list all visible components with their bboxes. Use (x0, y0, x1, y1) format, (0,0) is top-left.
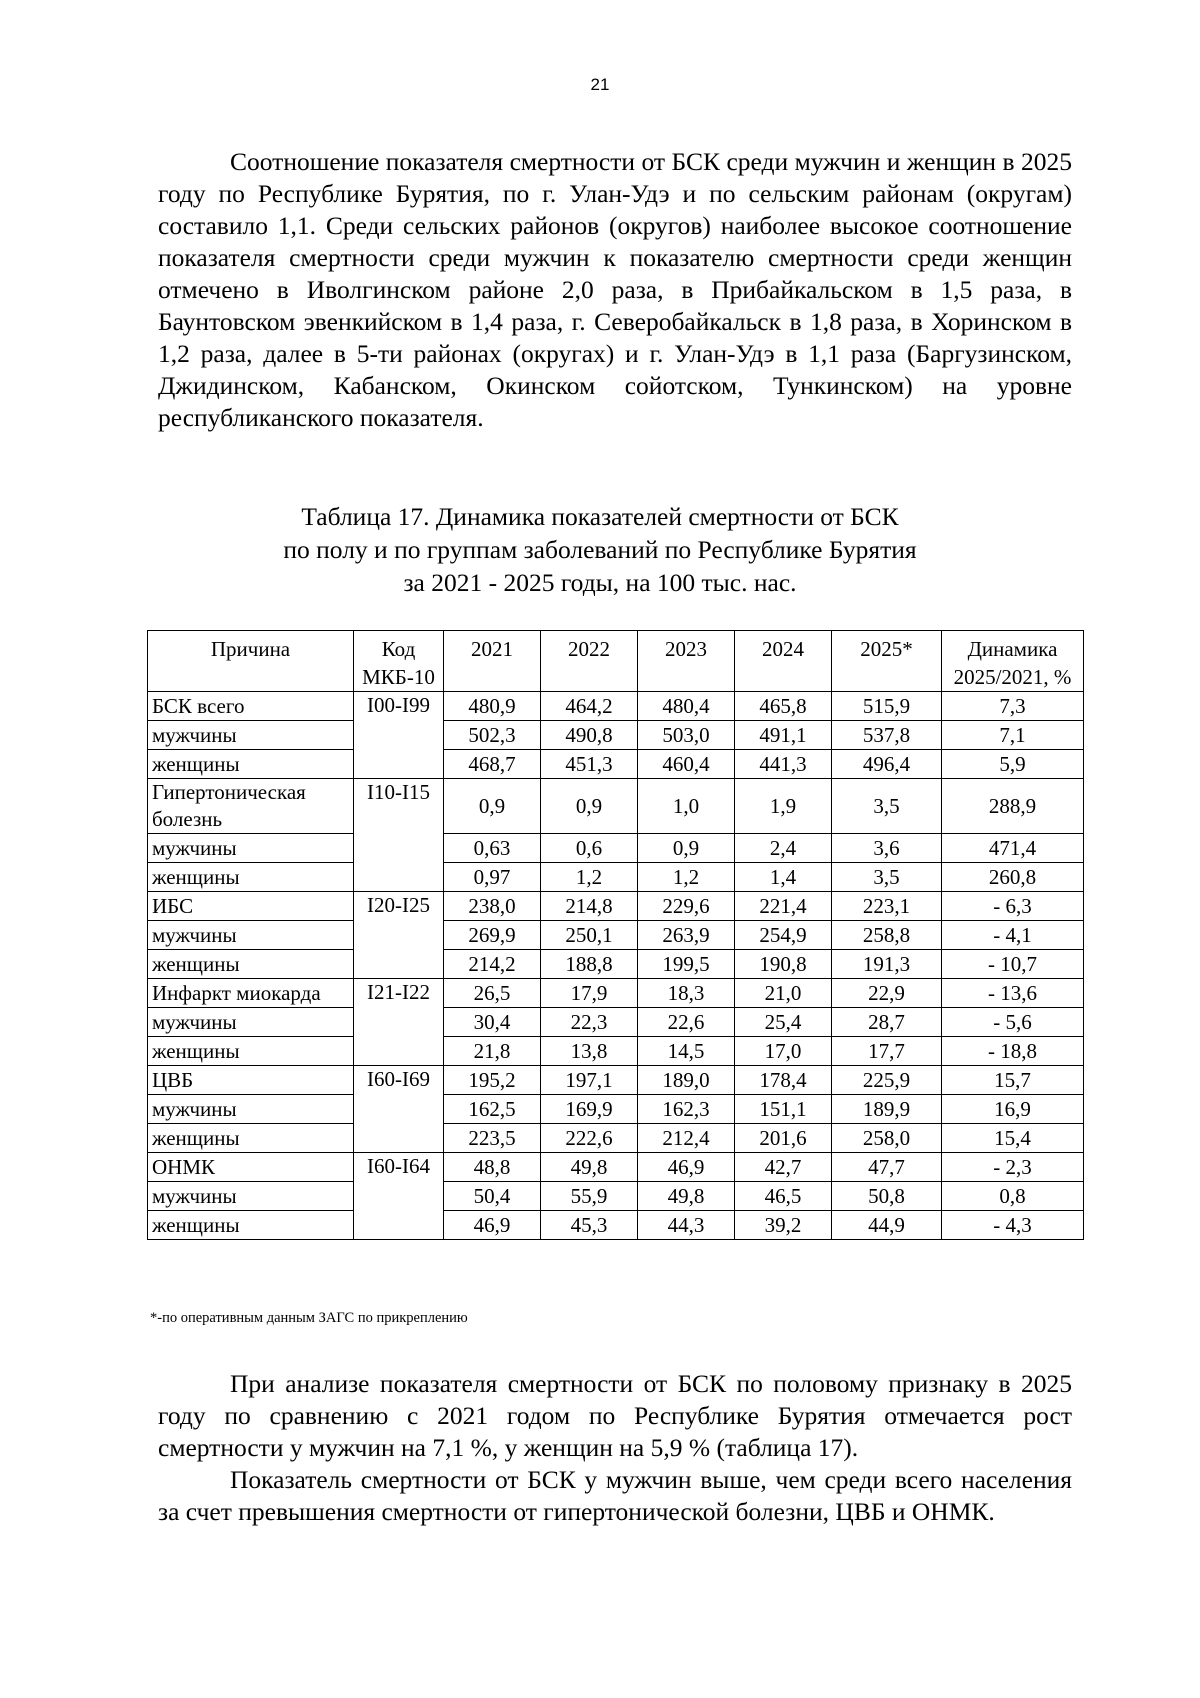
value-2025: 50,8 (832, 1182, 942, 1211)
value-2022: 464,2 (541, 692, 638, 721)
value-dynamics: - 2,3 (942, 1153, 1084, 1182)
value-2023: 18,3 (638, 979, 735, 1008)
icd-code-cell: I20-I25 (354, 892, 444, 979)
value-dynamics: - 18,8 (942, 1037, 1084, 1066)
value-2022: 55,9 (541, 1182, 638, 1211)
value-dynamics: - 10,7 (942, 950, 1084, 979)
table-row (148, 921, 1084, 950)
value-dynamics: 15,4 (942, 1124, 1084, 1153)
paragraph-male-mortality: Показатель смертности от БСК у мужчин выше, чем среди всего населения за счет превышения смертности от гипертонической болезни, ЦВБ и ОНМК. (158, 1465, 1072, 1526)
value-2023: 229,6 (638, 892, 735, 921)
value-2025: 191,3 (832, 950, 942, 979)
table-row (148, 1095, 1084, 1124)
cause-cell: мужчины (148, 921, 354, 950)
value-2024: 190,8 (735, 950, 832, 979)
icd-code-cell: I60-I69 (354, 1066, 444, 1153)
value-dynamics: 0,8 (942, 1182, 1084, 1211)
cause-cell: мужчины (148, 834, 354, 863)
cause-cell: ОНМК (148, 1153, 354, 1182)
value-2021: 502,3 (444, 721, 541, 750)
value-2022: 169,9 (541, 1095, 638, 1124)
value-dynamics: 288,9 (942, 779, 1084, 834)
value-2023: 480,4 (638, 692, 735, 721)
table-caption (150, 500, 1050, 599)
cause-cell: мужчины (148, 1095, 354, 1124)
value-2021: 269,9 (444, 921, 541, 950)
table-row (148, 1182, 1084, 1211)
page-number: 21 (590, 75, 610, 94)
value-2023: 22,6 (638, 1008, 735, 1037)
value-2021: 50,4 (444, 1182, 541, 1211)
paragraph-ratio-description: Соотношение показателя смертности от БСК среди мужчин и женщин в 2025 году по Республике Бурятия, по г. Улан-Удэ и по сельским районам (округам) составило 1,1. Среди сельских районов (округов) наиболее высокое соотношение показателя смертности среди мужчин к показателю смертности среди женщин отмечено в Иволгинском районе 2,0 раза, в Прибайкальском в 1,5 раза, в Баунтовском эвенкийском в 1,4 раза, г. Северобайкальск в 1,8 раза, в Хоринском в 1,2 раза, далее в 5-ти районах (округах) и г. Улан-Удэ в 1,1 раза (Баргузинском, Джидинском, Кабанском, Окинском сойотском, Тункинском) на уровне республиканского показателя. (158, 147, 1072, 432)
icd-code-cell: I21-I22 (354, 979, 444, 1066)
value-2024: 1,4 (735, 863, 832, 892)
table-row (148, 892, 1084, 921)
value-2023: 503,0 (638, 721, 735, 750)
cause-cell: женщины (148, 750, 354, 779)
value-2021: 214,2 (444, 950, 541, 979)
value-dynamics: 7,1 (942, 721, 1084, 750)
value-2022: 17,9 (541, 979, 638, 1008)
icd-code-cell: I60-I64 (354, 1153, 444, 1240)
table-body (148, 692, 1084, 1240)
icd-code-cell: I00-I99 (354, 692, 444, 779)
table-row (148, 721, 1084, 750)
value-2023: 460,4 (638, 750, 735, 779)
header-dynamics: Динамика 2025/2021, % (942, 631, 1084, 692)
value-2024: 441,3 (735, 750, 832, 779)
value-2023: 212,4 (638, 1124, 735, 1153)
value-2021: 162,5 (444, 1095, 541, 1124)
value-2024: 42,7 (735, 1153, 832, 1182)
header-cause: Причина (148, 631, 354, 692)
value-2021: 48,8 (444, 1153, 541, 1182)
value-2025: 47,7 (832, 1153, 942, 1182)
cause-cell: женщины (148, 1037, 354, 1066)
table-row (148, 750, 1084, 779)
value-dynamics: 16,9 (942, 1095, 1084, 1124)
value-2022: 222,6 (541, 1124, 638, 1153)
value-2021: 223,5 (444, 1124, 541, 1153)
table-row (148, 979, 1084, 1008)
value-2023: 189,0 (638, 1066, 735, 1095)
table-row (148, 834, 1084, 863)
cause-cell: БСК всего (148, 692, 354, 721)
value-2023: 46,9 (638, 1153, 735, 1182)
value-2025: 258,0 (832, 1124, 942, 1153)
value-2024: 25,4 (735, 1008, 832, 1037)
value-2021: 26,5 (444, 979, 541, 1008)
table-caption-line1: Таблица 17. Динамика показателей смертности от БСК (301, 502, 899, 531)
value-2021: 0,63 (444, 834, 541, 863)
value-2022: 0,6 (541, 834, 638, 863)
value-2022: 250,1 (541, 921, 638, 950)
value-2025: 44,9 (832, 1211, 942, 1240)
table-caption-line3: за 2021 - 2025 годы, на 100 тыс. нас. (403, 568, 797, 597)
value-2024: 151,1 (735, 1095, 832, 1124)
value-2021: 30,4 (444, 1008, 541, 1037)
value-2022: 13,8 (541, 1037, 638, 1066)
cause-cell: женщины (148, 1211, 354, 1240)
value-2021: 195,2 (444, 1066, 541, 1095)
value-2023: 14,5 (638, 1037, 735, 1066)
table-caption-line2: по полу и по группам заболеваний по Республике Бурятия (283, 535, 917, 564)
value-2025: 496,4 (832, 750, 942, 779)
value-2025: 225,9 (832, 1066, 942, 1095)
value-2024: 2,4 (735, 834, 832, 863)
value-2023: 162,3 (638, 1095, 735, 1124)
table-row (148, 1124, 1084, 1153)
value-2024: 39,2 (735, 1211, 832, 1240)
header-icd-code: Код МКБ-10 (354, 631, 444, 692)
value-2025: 189,9 (832, 1095, 942, 1124)
table-row (148, 692, 1084, 721)
value-2024: 46,5 (735, 1182, 832, 1211)
value-2022: 451,3 (541, 750, 638, 779)
header-2021: 2021 (444, 631, 541, 692)
header-2024: 2024 (735, 631, 832, 692)
value-dynamics: 260,8 (942, 863, 1084, 892)
value-2025: 3,5 (832, 863, 942, 892)
table-header-row (148, 631, 1084, 692)
value-2025: 537,8 (832, 721, 942, 750)
value-dynamics: - 6,3 (942, 892, 1084, 921)
table-footnote: *-по оперативным данным ЗАГС по прикреплению (150, 1310, 468, 1326)
value-2024: 221,4 (735, 892, 832, 921)
value-2024: 465,8 (735, 692, 832, 721)
value-2021: 468,7 (444, 750, 541, 779)
cause-cell: женщины (148, 950, 354, 979)
value-2025: 17,7 (832, 1037, 942, 1066)
value-2025: 223,1 (832, 892, 942, 921)
table-row (148, 1008, 1084, 1037)
value-dynamics: 7,3 (942, 692, 1084, 721)
value-2025: 22,9 (832, 979, 942, 1008)
value-2021: 21,8 (444, 1037, 541, 1066)
value-2025: 515,9 (832, 692, 942, 721)
value-2021: 46,9 (444, 1211, 541, 1240)
value-2023: 49,8 (638, 1182, 735, 1211)
value-2024: 178,4 (735, 1066, 832, 1095)
icd-code-cell: I10-I15 (354, 779, 444, 892)
value-2023: 1,0 (638, 779, 735, 834)
value-2021: 480,9 (444, 692, 541, 721)
value-2022: 0,9 (541, 779, 638, 834)
cause-cell: мужчины (148, 1008, 354, 1037)
table-row (148, 779, 1084, 834)
table-row (148, 1066, 1084, 1095)
value-2022: 188,8 (541, 950, 638, 979)
value-2024: 254,9 (735, 921, 832, 950)
value-2021: 0,9 (444, 779, 541, 834)
mortality-table (147, 630, 1084, 1240)
cause-cell: Гипертоническая болезнь (148, 779, 354, 834)
value-2022: 197,1 (541, 1066, 638, 1095)
paragraph-sex-analysis: При анализе показателя смертности от БСК по половому признаку в 2025 году по сравнению с 2021 годом по Республике Бурятия отмечается рост смертности у мужчин на 7,1 %, у женщин на 5,9 % (таблица 17). (158, 1369, 1072, 1462)
cause-cell: мужчины (148, 721, 354, 750)
cause-cell: ЦВБ (148, 1066, 354, 1095)
value-2024: 21,0 (735, 979, 832, 1008)
cause-cell: женщины (148, 1124, 354, 1153)
value-2023: 263,9 (638, 921, 735, 950)
value-dynamics: 471,4 (942, 834, 1084, 863)
table-row (148, 950, 1084, 979)
header-2022: 2022 (541, 631, 638, 692)
value-2025: 3,5 (832, 779, 942, 834)
value-dynamics: 15,7 (942, 1066, 1084, 1095)
value-2023: 0,9 (638, 834, 735, 863)
value-dynamics: 5,9 (942, 750, 1084, 779)
value-2024: 201,6 (735, 1124, 832, 1153)
cause-cell: Инфаркт миокарда (148, 979, 354, 1008)
value-2022: 214,8 (541, 892, 638, 921)
value-dynamics: - 5,6 (942, 1008, 1084, 1037)
value-2025: 258,8 (832, 921, 942, 950)
value-2022: 22,3 (541, 1008, 638, 1037)
value-2022: 490,8 (541, 721, 638, 750)
value-2023: 1,2 (638, 863, 735, 892)
value-2022: 45,3 (541, 1211, 638, 1240)
value-2025: 28,7 (832, 1008, 942, 1037)
value-2024: 17,0 (735, 1037, 832, 1066)
cause-cell: ИБС (148, 892, 354, 921)
value-2024: 491,1 (735, 721, 832, 750)
value-2023: 199,5 (638, 950, 735, 979)
value-dynamics: - 4,3 (942, 1211, 1084, 1240)
value-2023: 44,3 (638, 1211, 735, 1240)
table-row (148, 1153, 1084, 1182)
value-2021: 0,97 (444, 863, 541, 892)
table-row (148, 1037, 1084, 1066)
value-dynamics: - 13,6 (942, 979, 1084, 1008)
value-2025: 3,6 (832, 834, 942, 863)
value-2021: 238,0 (444, 892, 541, 921)
value-2022: 1,2 (541, 863, 638, 892)
value-2022: 49,8 (541, 1153, 638, 1182)
header-2023: 2023 (638, 631, 735, 692)
cause-cell: женщины (148, 863, 354, 892)
value-2024: 1,9 (735, 779, 832, 834)
header-2025: 2025* (832, 631, 942, 692)
table-row (148, 863, 1084, 892)
cause-cell: мужчины (148, 1182, 354, 1211)
value-dynamics: - 4,1 (942, 921, 1084, 950)
table-row (148, 1211, 1084, 1240)
